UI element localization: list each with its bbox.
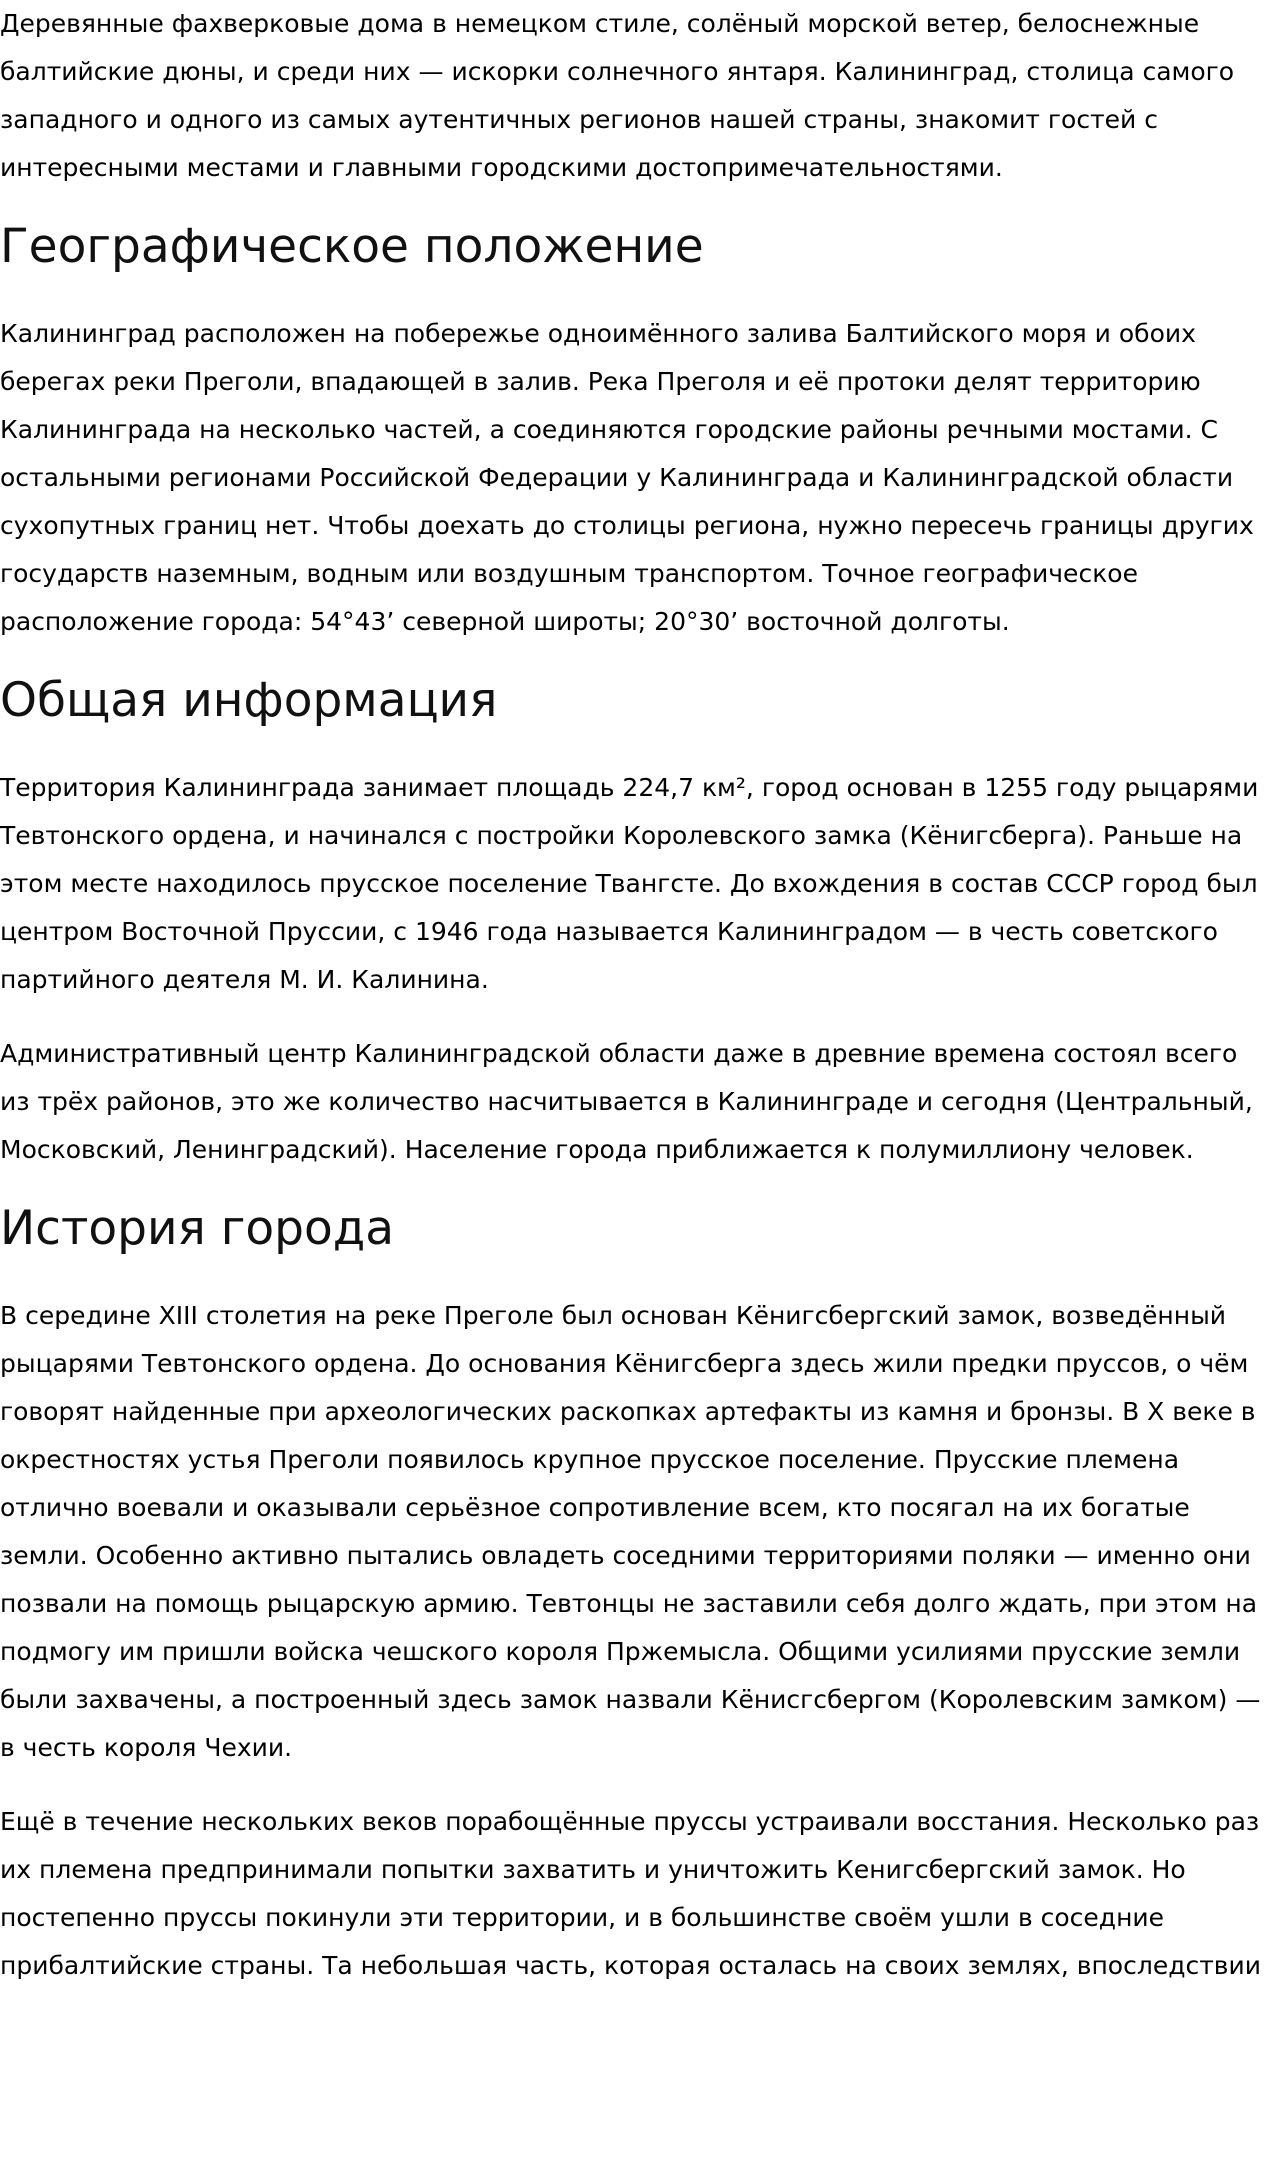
general-info-paragraph-1: Территория Калининграда занимает площадь 224,7 км², город основан в 1255 году рыцарями Тевтонского ордена, и начинался с постройки Королевского замка (Кёнигсберга). Раньше на этом месте находилось прусское поселение Твангсте. До вхождения в состав СССР город был центром Восточной Пруссии, с 1946 года называется Калининградом — в честь советского партийного деятеля М. И. Калинина. (0, 773, 1259, 994)
section-heading-geography: Географическое положение (0, 219, 704, 274)
intro-paragraph: Деревянные фахверковые дома в немецком стиле, солёный морской ветер, белоснежные балтийские дюны, и среди них — искорки солнечного янтаря. Калининград, столица самого западного и одного из самых аутентичных регионов нашей страны, знакомит гостей с интересными местами и главными городскими достопримечательностями. (0, 9, 1235, 182)
history-paragraph-2: Ещё в течение нескольких веков порабощённые пруссы устраивали восстания. Несколько раз их племена предпринимали попытки захватить и уничтожить Кенигсбергский замок. Но постепенно пруссы покинули эти территории, и в большинстве своём ушли в соседние прибалтийские страны. Та небольшая часть, которая осталась на своих землях, впоследствии (0, 1807, 1262, 1980)
section-heading-history: История города (0, 1201, 395, 1256)
general-info-paragraph-2: Административный центр Калининградской области даже в древние времена состоял всего из трёх районов, это же количество насчитывается в Калининграде и сегодня (Центральный, Московский, Ленинградский). Население города приближается к полумиллиону человек. (0, 1039, 1253, 1164)
section-heading-general-info: Общая информация (0, 673, 498, 728)
geography-paragraph: Калининград расположен на побережье одноимённого залива Балтийского моря и обоих берегах реки Преголи, впадающей в залив. Река Преголя и её протоки делят территорию Калининграда на несколько частей, а соединяются городские районы речными мостами. С остальными регионами Российской Федерации у Калининграда и Калининградской области сухопутных границ нет. Чтобы доехать до столицы региона, нужно пересечь границы других государств наземным, водным или воздушным транспортом. Точное географическое расположение города: 54°43’ северной широты; 20°30’ восточной долготы. (0, 319, 1254, 636)
history-paragraph-1: В середине XIII столетия на реке Преголе был основан Кёнигсбергский замок, возведённый рыцарями Тевтонского ордена. До основания Кёнигсберга здесь жили предки пруссов, о чём говорят найденные при археологических раскопках артефакты из камня и бронзы. В X веке в окрестностях устья Преголи появилось крупное прусское поселение. Прусские племена отлично воевали и оказывали серьёзное сопротивление всем, кто посягал на их богатые земли. Особенно активно пытались овладеть соседними территориями поляки — именно они позвали на помощь рыцарскую армию. Тевтонцы не заставили себя долго ждать, при этом на подмогу им пришли войска чешского короля Пржемысла. Общими усилиями прусские земли были захвачены, а построенный здесь замок назвали Кёнисгсбергом (Королевским замком) — в честь короля Чехии. (0, 1301, 1261, 1762)
